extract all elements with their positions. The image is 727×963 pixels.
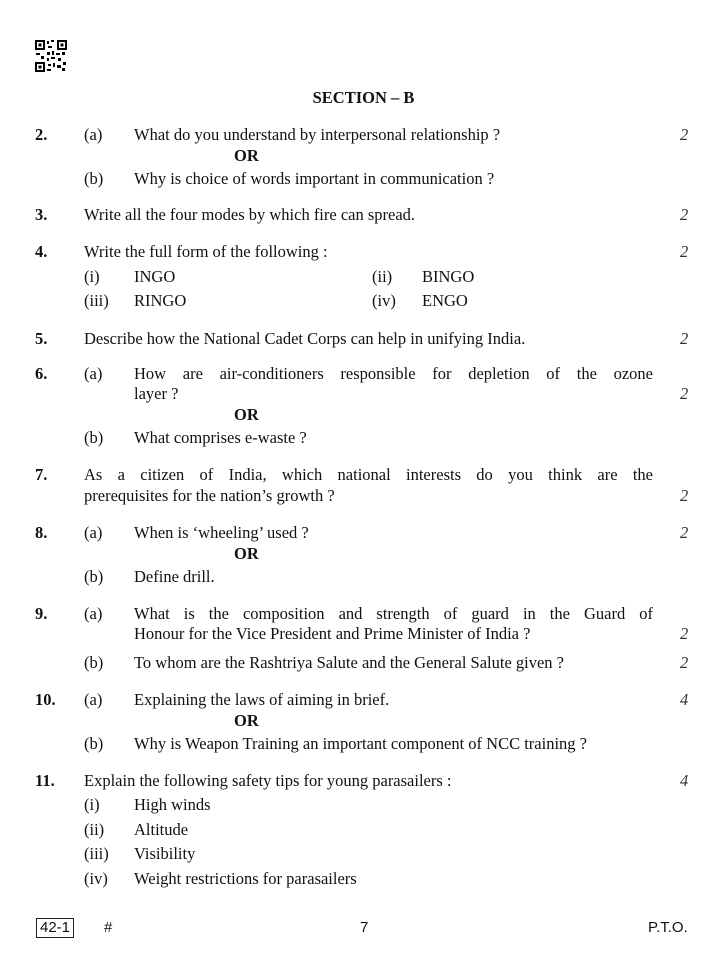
q10-a-text: Explaining the laws of aiming in brief. — [134, 690, 390, 709]
q9-b-marks: 2 — [680, 653, 689, 672]
pto-label: P.T.O. — [648, 919, 688, 936]
q11-marks: 4 — [680, 771, 689, 790]
qr-code — [35, 40, 67, 72]
q9-a-line2: Honour for the Vice President and Prime Minister of India ? — [134, 624, 531, 643]
q4-text: Write the full form of the following : — [84, 242, 328, 261]
q4-item-label: (i) — [84, 267, 100, 286]
q9-a-line1: What is the composition and strength of guard in the Guard of — [134, 604, 653, 623]
q6-a-line2: layer ? — [134, 384, 179, 403]
q8-a-label: (a) — [84, 523, 103, 542]
q8-or: OR — [234, 544, 259, 563]
q4-item-text: INGO — [134, 267, 176, 286]
q6-a-line1: How are air-conditioners responsible for depletion of the ozone — [134, 364, 653, 383]
q6-or: OR — [234, 405, 259, 424]
q11-item-label: (i) — [84, 795, 100, 814]
section-title: SECTION – B — [312, 88, 415, 107]
q5-number: 5. — [35, 329, 48, 348]
q4-item-text: RINGO — [134, 291, 187, 310]
q10-b-label: (b) — [84, 734, 104, 753]
q7-number: 7. — [35, 465, 48, 484]
q11-item-text: Weight restrictions for parasailers — [134, 869, 357, 888]
q8-b-text: Define drill. — [134, 567, 215, 586]
q7-marks: 2 — [680, 486, 689, 505]
q2-a-label: (a) — [84, 125, 103, 144]
q2-number: 2. — [35, 125, 48, 144]
page-number: 7 — [360, 919, 369, 936]
q11-item-text: High winds — [134, 795, 211, 814]
q6-number: 6. — [35, 364, 48, 383]
q8-number: 8. — [35, 523, 48, 542]
q10-number: 10. — [35, 690, 56, 709]
q9-a-label: (a) — [84, 604, 103, 623]
q8-a-text: When is ‘wheeling’ used ? — [134, 523, 309, 542]
q4-marks: 2 — [680, 242, 689, 261]
q6-marks: 2 — [680, 384, 689, 403]
q6-b-label: (b) — [84, 428, 104, 447]
q10-b-text: Why is Weapon Training an important component of NCC training ? — [134, 734, 587, 753]
q3-text: Write all the four modes by which fire can spread. — [84, 205, 416, 224]
q11-number: 11. — [35, 771, 55, 790]
q11-item-label: (iii) — [84, 844, 109, 863]
q10-a-label: (a) — [84, 690, 103, 709]
q2-or: OR — [234, 146, 259, 165]
q11-item-label: (iv) — [84, 869, 108, 888]
q2-b-label: (b) — [84, 169, 104, 188]
q11-item-text: Altitude — [134, 820, 189, 839]
q11-item-text: Visibility — [134, 844, 196, 863]
q9-a-marks: 2 — [680, 624, 689, 643]
q9-b-label: (b) — [84, 653, 104, 672]
footer-hash: # — [104, 919, 113, 936]
q7-line2: prerequisites for the nation’s growth ? — [84, 486, 335, 505]
q4-item-text: ENGO — [422, 291, 468, 310]
q6-a-label: (a) — [84, 364, 103, 383]
paper-code: 42-1 — [36, 918, 74, 938]
q11-text: Explain the following safety tips for young parasailers : — [84, 771, 452, 790]
q4-item-label: (iii) — [84, 291, 109, 310]
q10-or: OR — [234, 711, 259, 730]
q4-item-label: (ii) — [372, 267, 393, 286]
q7-line1: As a citizen of India, which national interests do you think are the — [84, 465, 653, 484]
q3-marks: 2 — [680, 205, 689, 224]
q4-number: 4. — [35, 242, 48, 261]
q5-text: Describe how the National Cadet Corps can help in unifying India. — [84, 329, 526, 348]
q2-b-text: Why is choice of words important in communication ? — [134, 169, 495, 188]
q9-b-text: To whom are the Rashtriya Salute and the General Salute given ? — [134, 653, 564, 672]
q4-item-text: BINGO — [422, 267, 475, 286]
q3-number: 3. — [35, 205, 48, 224]
q10-marks: 4 — [680, 690, 689, 709]
q2-marks: 2 — [680, 125, 689, 144]
q8-marks: 2 — [680, 523, 689, 542]
q5-marks: 2 — [680, 329, 689, 348]
q2-a-text: What do you understand by interpersonal relationship ? — [134, 125, 501, 144]
q4-item-label: (iv) — [372, 291, 396, 310]
q8-b-label: (b) — [84, 567, 104, 586]
q9-number: 9. — [35, 604, 48, 623]
q11-item-label: (ii) — [84, 820, 105, 839]
q6-b-text: What comprises e-waste ? — [134, 428, 307, 447]
